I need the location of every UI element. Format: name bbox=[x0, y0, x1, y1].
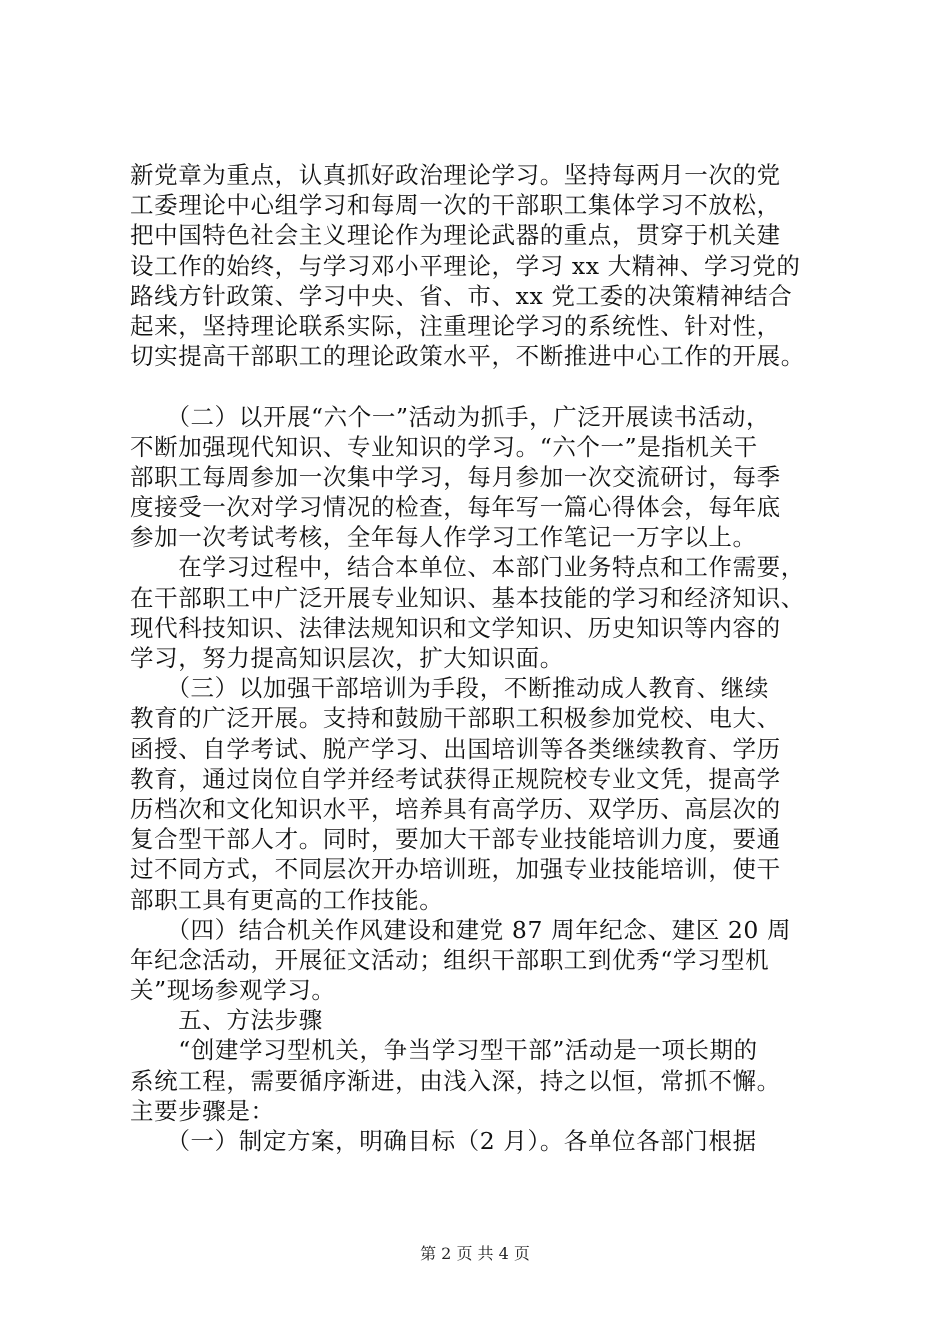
text-line: 现代科技知识、法律法规知识和文学知识、历史知识等内容的 bbox=[130, 613, 781, 642]
text-line: 学习，努力提高知识层次，扩大知识面。 bbox=[130, 644, 564, 672]
paragraph-gap bbox=[130, 371, 835, 401]
text-line: 度接受一次对学习情况的检查，每年写一篇心得体会，每年底 bbox=[130, 493, 781, 522]
text-line: （四）结合机关作风建设和建党 87 周年纪念、建区 20 周 bbox=[130, 915, 792, 944]
section-heading: 五、方法步骤 bbox=[130, 1006, 323, 1035]
text-line: 历档次和文化知识水平，培养具有高学历、双学历、高层次的 bbox=[130, 794, 781, 823]
text-line: （一）制定方案，明确目标（2 月）。各单位各部门根据 bbox=[130, 1127, 757, 1155]
text-line: 函授、自学考试、脱产学习、出国培训等各类继续教育、学历 bbox=[130, 734, 781, 763]
text-line: （二）以开展“六个一”活动为抓手，广泛开展读书活动， bbox=[130, 402, 771, 431]
text-line: 主要步骤是： bbox=[130, 1096, 275, 1125]
text-line: 新党章为重点，认真抓好政治理论学习。坚持每两月一次的党 bbox=[130, 161, 781, 189]
text-line: 关”现场参观学习。 bbox=[130, 976, 336, 1005]
text-line: （三）以加强干部培训为手段，不断推动成人教育、继续 bbox=[130, 674, 769, 703]
text-line: 教育的广泛开展。支持和鼓励干部职工积极参加党校、电大、 bbox=[130, 704, 781, 733]
page-number-footer: 第 2 页 共 4 页 bbox=[420, 1244, 530, 1263]
text-line: 参加一次考试考核，全年每人作学习工作笔记一万字以上。 bbox=[130, 523, 757, 552]
text-line: 工委理论中心组学习和每周一次的干部职工集体学习不放松， bbox=[130, 191, 781, 220]
text-line: 不断加强现代知识、专业知识的学习。“六个一”是指机关干 bbox=[130, 432, 758, 461]
document-body bbox=[130, 160, 835, 1156]
text-line: 在学习过程中，结合本单位、本部门业务特点和工作需要， bbox=[130, 553, 805, 582]
text-line: 路线方针政策、学习中央、省、市、xx 党工委的决策精神结合 bbox=[130, 281, 793, 310]
text-line: 设工作的始终，与学习邓小平理论，学习 xx 大精神、学习党的 bbox=[130, 251, 801, 280]
text-line: 复合型干部人才。同时，要加大干部专业技能培训力度，要通 bbox=[130, 825, 781, 854]
text-line: 系统工程，需要循序渐进，由浅入深，持之以恒，常抓不懈。 bbox=[130, 1066, 781, 1095]
text-line: 把中国特色社会主义理论作为理论武器的重点，贯穿于机关建 bbox=[130, 221, 781, 250]
text-line: 切实提高干部职工的理论政策水平，不断推进中心工作的开展。 bbox=[130, 342, 805, 371]
text-line: 年纪念活动，开展征文活动；组织干部职工到优秀“学习型机 bbox=[130, 945, 770, 974]
text-line: 教育，通过岗位自学并经考试获得正规院校专业文凭，提高学 bbox=[130, 764, 781, 793]
text-line: “创建学习型机关，争当学习型干部”活动是一项长期的 bbox=[130, 1036, 758, 1065]
text-line: 在干部职工中广泛开展专业知识、基本技能的学习和经济知识、 bbox=[130, 583, 805, 612]
text-line: 过不同方式，不同层次开办培训班，加强专业技能培训，使干 bbox=[130, 855, 781, 884]
text-line: 起来，坚持理论联系实际，注重理论学习的系统性、针对性， bbox=[130, 311, 781, 340]
text-line: 部职工每周参加一次集中学习，每月参加一次交流研讨，每季 bbox=[130, 462, 781, 491]
text-line: 部职工具有更高的工作技能。 bbox=[130, 885, 444, 914]
